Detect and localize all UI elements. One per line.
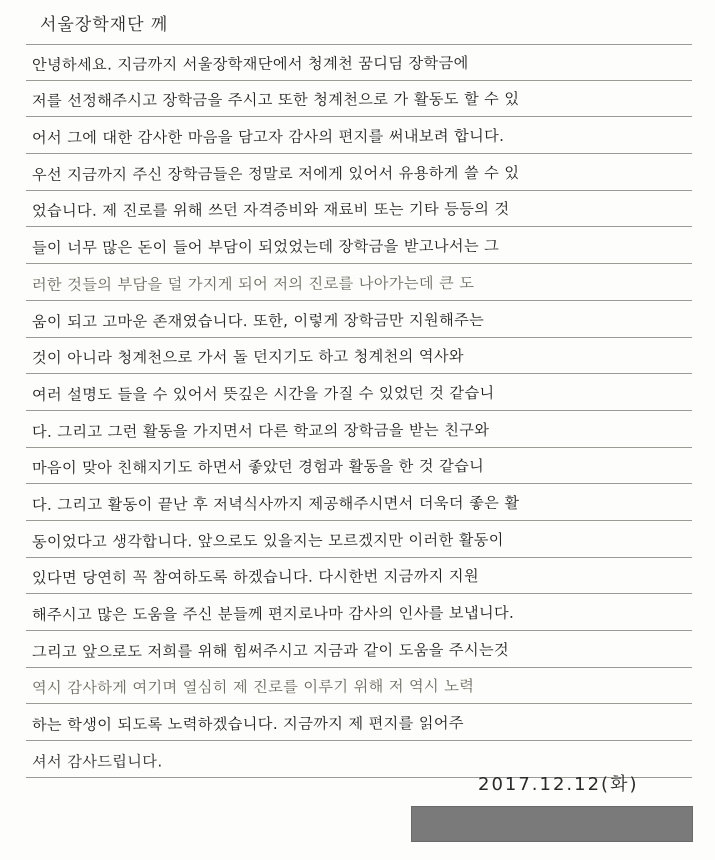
ruled-line [26, 301, 692, 338]
ruled-line [26, 338, 692, 375]
letter-line: 안녕하세요. 지금까지 서울장학재단에서 청계천 꿈디딤 장학금에 [31, 53, 469, 74]
letter-line: 그리고 앞으로도 저희를 위해 힘써주시고 지금과 같이 도움을 주시는것 [31, 640, 510, 661]
ruled-line [26, 558, 692, 595]
letter-line: 다. 그리고 활동이 끝난 후 저녁식사까지 제공해주시면서 더욱더 좋은 활 [31, 493, 520, 514]
letter-line: 것이 아니라 청계천으로 가서 돌 던지기도 하고 청계천의 역사와 [31, 347, 464, 368]
ruled-line [26, 191, 692, 228]
letter-line: 있다면 당연히 꼭 참여하도록 하겠습니다. 다시한번 지금까지 지원 [31, 567, 479, 588]
letter-line: 동이었다고 생각합니다. 앞으로도 있을지는 모르겠지만 이러한 활동이 [31, 530, 504, 551]
ruled-line [26, 44, 692, 81]
letter-line: 러한 것들의 부담을 덜 가지게 되어 저의 진로를 나아가는데 큰 도 [31, 273, 475, 294]
ruled-line [26, 594, 692, 631]
letter-line: 하는 학생이 되도록 노력하겠습니다. 지금까지 제 편지를 읽어주 [31, 714, 464, 735]
letter-body [26, 44, 692, 778]
letter-line: 우선 지금까지 주신 장학금들은 정말로 저에게 있어서 유용하게 쓸 수 있 [31, 163, 520, 184]
letter-line: 어서 그에 대한 감사한 마음을 담고자 감사의 편지를 써내보려 합니다. [31, 127, 505, 148]
letter-line: 여러 설명도 들을 수 있어서 뜻깊은 시간을 가질 수 있었던 것 같습니 [31, 383, 495, 404]
ruled-line [26, 81, 692, 118]
letter-line: 들이 너무 많은 돈이 들어 부담이 되었었는데 장학금을 받고나서는 그 [31, 237, 500, 258]
ruled-line [26, 154, 692, 191]
ruled-line [26, 704, 692, 741]
letter-line: 마음이 맞아 친해지기도 하면서 좋았던 경험과 활동을 한 것 같습니 [31, 457, 485, 478]
ruled-line [26, 117, 692, 154]
ruled-line [26, 227, 692, 264]
letter-line: 역시 감사하게 여기며 열심히 제 진로를 이루기 위해 저 역시 노력 [31, 677, 475, 698]
letter-line: 다. 그리고 그런 활동을 가지면서 다른 학교의 장학금을 받는 친구와 [31, 420, 490, 441]
ruled-line [26, 374, 692, 411]
letter-line: 저를 선정해주시고 장학금을 주시고 또한 청계천으로 가 활동도 할 수 있 [31, 90, 520, 111]
redaction-box [411, 806, 693, 842]
ruled-line [26, 264, 692, 301]
letter-date: 2017.12.12(화) [478, 774, 639, 795]
ruled-line [26, 521, 692, 558]
salutation: 서울장학재단 께 [40, 15, 169, 35]
ruled-line [26, 631, 692, 668]
letter-line: 셔서 감사드립니다. [31, 752, 163, 771]
ruled-line [26, 411, 692, 448]
letter-line: 해주시고 많은 도움을 주신 분들께 편지로나마 감사의 인사를 보냅니다. [31, 603, 515, 624]
ruled-line [26, 484, 692, 521]
ruled-line [26, 448, 692, 485]
ruled-line [26, 668, 692, 705]
letter-line: 었습니다. 제 진로를 위해 쓰던 자격증비와 재료비 또는 기타 등등의 것 [31, 200, 510, 221]
letter-line: 움이 되고 고마운 존재였습니다. 또한, 이렇게 장학금만 지원해주는 [31, 310, 485, 331]
